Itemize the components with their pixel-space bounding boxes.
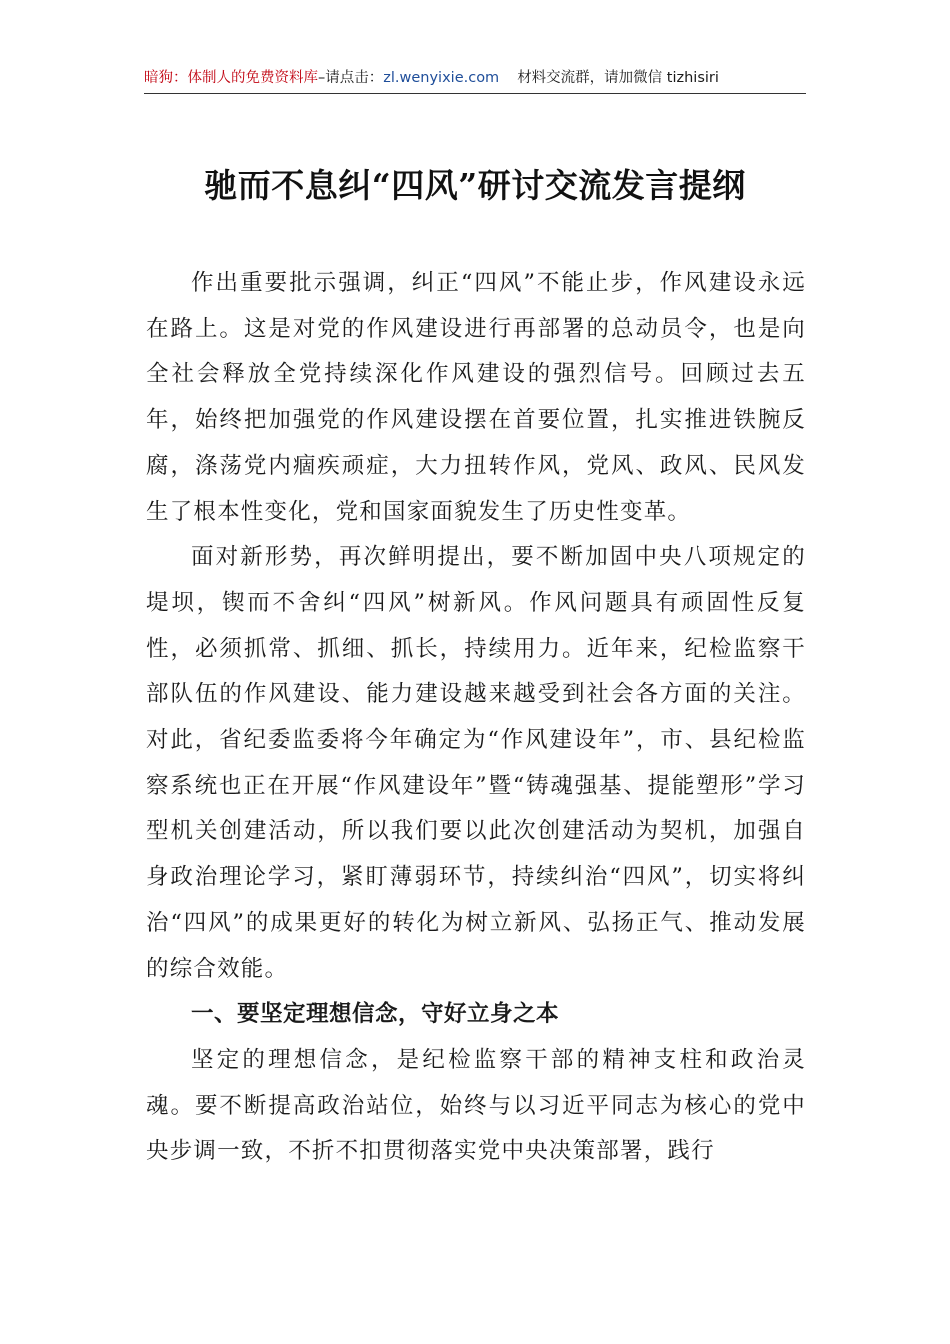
- body-paragraph: 坚定的理想信念，是纪检监察干部的精神支柱和政治灵魂。要不断提高政治站位，始终与以习近平同志为核心的党中央步调一致，不折不扣贯彻落实党中央决策部署，践行: [146, 1046, 806, 1165]
- click-prompt: –请点击：: [318, 70, 384, 86]
- header-divider: [144, 93, 806, 94]
- body-paragraph: 面对新形势，再次鲜明提出，要不断加固中央八项规定的堤坝，锲而不舍纠“四风”树新风。作风问题具有顽固性反复性，必须抓常、抓细、抓长，持续用力。近年来，纪检监察干部队伍的作风建设、能力建设越来越受到社会各方面的关注。对此，省纪委监委将今年确定为“作风建设年”，市、县纪检监察系统也正在开展“作风建设年”暨“铸魂强基、提能塑形”学习型机关创建活动，所以我们要以此次创建活动为契机，加强自身政治理论学习，紧盯薄弱环节，持续纠治“四风”，切实将纠治“四风”的成果更好的转化为树立新风、弘扬正气、推动发展的综合效能。: [146, 544, 806, 982]
- section-heading: 一、要坚定理想信念，守好立身之本: [191, 1001, 560, 1028]
- document-body: [146, 261, 806, 1175]
- site-url-link[interactable]: zl.wenyixie.com: [383, 70, 500, 86]
- document-title: 驰而不息纠“四风”研讨交流发言提纲: [204, 166, 746, 205]
- site-name: 暗狗：体制人的免费资料库: [144, 70, 318, 86]
- page-header: [144, 66, 806, 94]
- group-notice: 材料交流群，请加微信 tizhisiri: [517, 70, 719, 86]
- body-paragraph: 作出重要批示强调，纠正“四风”不能止步，作风建设永远在路上。这是对党的作风建设进行再部署的总动员令，也是向全社会释放全党持续深化作风建设的强烈信号。回顾过去五年，始终把加强党的作风建设摆在首要位置，扎实推进铁腕反腐，涤荡党内痼疾顽症，大力扭转作风，党风、政风、民风发生了根本性变化，党和国家面貌发生了历史性变革。: [146, 270, 806, 525]
